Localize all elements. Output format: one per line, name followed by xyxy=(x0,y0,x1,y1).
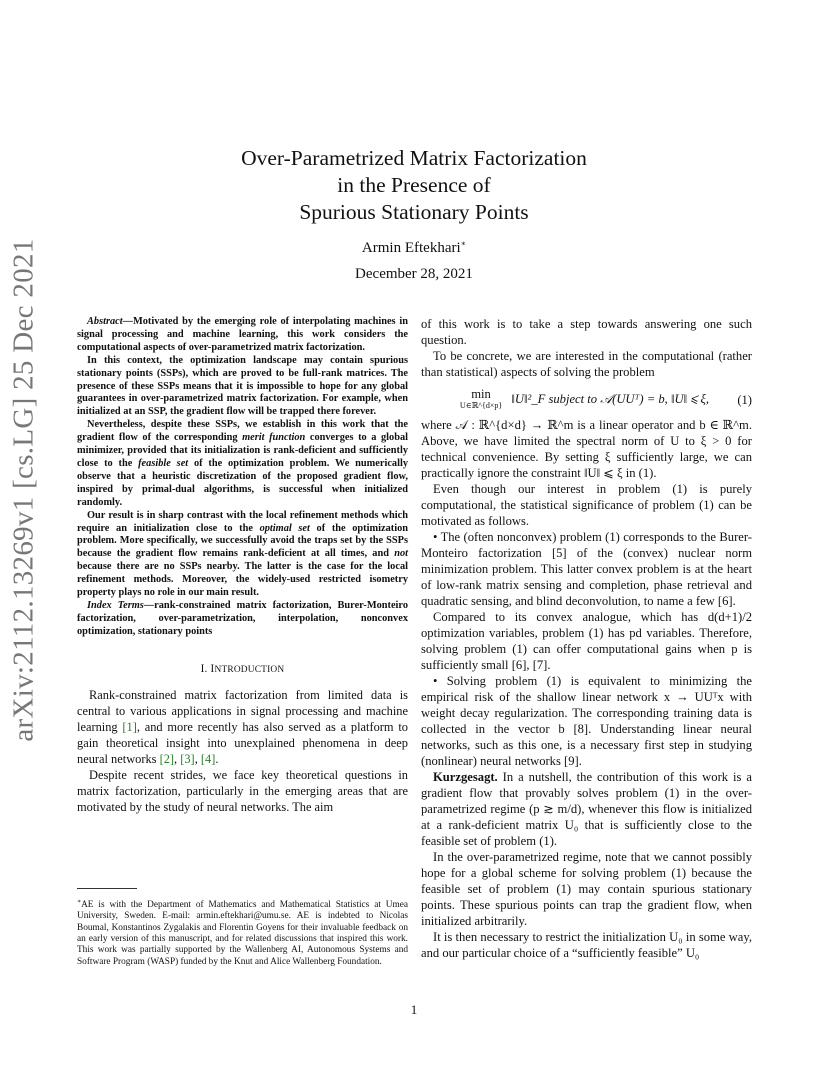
footnote xyxy=(77,897,408,968)
abstract-p1: —Motivated by the emerging role of interpolating machines in signal processing and machine learning, this work considers the computational aspects of over-parametrized matrix factorization. xyxy=(77,316,408,353)
bullet-burer-monteiro: • The (often nonconvex) problem (1) corresponds to the Burer-Monteiro factorization [5] of the (convex) nuclear norm minimization problem. This latter convex problem is at the heart of low-rank matrix sensing and completion, phase retrieval and quadratic sensing, and blind deconvolution, to name a few [6]. xyxy=(421,529,752,609)
title-line-2: in the Presence of xyxy=(337,173,491,197)
abstract-p3: Nevertheless, despite these SSPs, we establish in this work that the gradient flow of the corresponding merit function converges to a global minimizer, provided that its initialization is rank-deficient and sufficiently close to the feasible set of the optimization problem. We numerically observe that a heuristic discretization of the proposed gradient flow, inspired by primal-dual algorithms, is successful when initialized randomly. xyxy=(77,419,408,508)
left-column xyxy=(77,316,408,816)
keyword-not: not xyxy=(394,548,408,560)
citation-link[interactable]: [4] xyxy=(200,752,216,767)
right-paragraph-4: Even though our interest in problem (1) is purely computational, the statistical significance of problem (1) can be motivated as follows. xyxy=(421,482,752,528)
right-column xyxy=(421,316,752,961)
author-footnote-mark: ∗ xyxy=(460,239,467,248)
equation-min-operator: min U∈ℝ^{d×p} xyxy=(459,387,503,410)
footnote-mark: ∗ xyxy=(77,899,82,905)
right-paragraph-10: It is then necessary to restrict the initialization U₀ in some way, and our particular choice of a “sufficiently feasible” U₀ xyxy=(421,930,752,960)
footnote-text: AE is with the Department of Mathematics and Mathematical Statistics at Umea University, Sweden. E-mail: armin.eftekhari@umu.se. AE is indebted to Nicolas Boumal, Konstantinos Zygalakis and Florentin Goyens for their invaluable feedback on an early version of this manuscript, and for related discussions that inspired this work. This work was partially supported by the Wallenberg AI, Autonomous Systems and Software Program (WASP) funded by the Knut and Alice Wallenberg Foundation. xyxy=(77,900,408,967)
intro-paragraph-2: Despite recent strides, we face key theoretical questions in matrix factorization, particularly in the emerging areas that are motivated by the study of neural networks. The aim xyxy=(77,768,408,815)
page-number: 1 xyxy=(410,1002,418,1017)
paper-title xyxy=(0,145,828,226)
author-name: Armin Eftekhari xyxy=(361,240,461,256)
abstract xyxy=(77,316,408,639)
abstract-p2: In this context, the optimization landscape may contain spurious stationary points (SSPs), which are proved to be full-rank matrices. The presence of these SSPs means that it is impossible to hope for any global guarantees in over-parametrized matrix factorization. For example, when initialized at an SSP, the gradient flow will be trapped there forever. xyxy=(77,354,408,418)
section-heading-introduction: I. INTRODUCTION xyxy=(200,662,285,675)
title-line-3: Spurious Stationary Points xyxy=(299,200,529,224)
index-terms-label: Index Terms xyxy=(87,599,144,611)
right-paragraph-2: To be concrete, we are interested in the computational (rather than statistical) aspects of solving the problem xyxy=(421,349,752,379)
title-line-1: Over-Parametrized Matrix Factorization xyxy=(241,146,587,170)
equation-1 xyxy=(421,389,752,411)
introduction-body xyxy=(77,687,408,816)
equation-min-subscript: U∈ℝ^{d×p} xyxy=(459,401,503,410)
equation-body: ‖U‖²_F subject to 𝒜(UUᵀ) = b, ‖U‖ ⩽ ξ, xyxy=(511,391,710,406)
right-paragraph-6: Compared to its convex analogue, which has d(d+1)/2 optimization variables, problem (1) has pd variables. Therefore, solving problem (1) can offer computational gains when p is sufficiently small [6], [7]. xyxy=(421,610,752,672)
citation-link[interactable]: [2] xyxy=(159,752,175,767)
keyword-optimal-set: optimal set xyxy=(259,522,310,534)
keyword-feasible-set: feasible set xyxy=(138,457,189,469)
citation-link[interactable]: [3] xyxy=(180,752,195,767)
abstract-label: Abstract xyxy=(87,316,123,327)
right-paragraph-3: where 𝒜 : ℝ^{d×d} → ℝ^m is a linear operator and b ∈ ℝ^m. Above, we have limited the spectral norm of U to ξ > 0 for technical convenience. By setting ξ sufficiently large, we can practically ignore the constraint ‖U‖ ⩽ ξ in (1). xyxy=(421,418,752,480)
author-line xyxy=(0,239,828,257)
arxiv-sidebar-stamp xyxy=(2,238,46,742)
kurzgesagt-label: Kurzgesagt. xyxy=(433,770,498,784)
kurzgesagt-paragraph: Kurzgesagt. In a nutshell, the contribution of this work is a gradient flow that provably solves problem (1) in the over-parametrized regime (p ≳ m/d), whenever this flow is initialized at a rank-deficient matrix U₀ that is sufficiently close to the feasible set of problem (1). xyxy=(421,770,752,848)
index-terms: Index Terms—rank-constrained matrix factorization, Burer-Monteiro factorization, over-parametrization, interpolation, nonconvex optimization, stationary points xyxy=(77,599,408,637)
right-paragraph-1: of this work is to take a step towards answering one such question. xyxy=(421,317,752,347)
citation-link[interactable]: [1] xyxy=(122,719,137,734)
bullet-linear-network: • Solving problem (1) is equivalent to minimizing the empirical risk of the shallow linear network x → UUᵀx with weight decay regularization. The corresponding training data is collected in the vector b [8]. Understanding linear neural networks, such as this one, is a necessary first step in studying (nonlinear) neural networks [9]. xyxy=(421,673,752,769)
right-paragraph-9: In the over-parametrized regime, note that we cannot possibly hope for a global scheme for solving problem (1) because the feasible set of problem (1) may contain spurious stationary points. These spurious points can trap the gradient flow, when initialized arbitrarily. xyxy=(421,850,752,928)
equation-number: (1) xyxy=(737,393,752,407)
keyword-merit-function: merit function xyxy=(242,432,306,444)
arxiv-id: arXiv:2112.13269v1 [cs.LG] 25 Dec 2021 xyxy=(7,238,40,742)
intro-paragraph-1: Rank-constrained matrix factorization from limited data is central to various applications in signal processing and machine learning [1], and more recently has also served as a platform to gain theoretical insight into unexplained phenomena in deep neural networks [2], [3], [4]. xyxy=(77,687,408,767)
paper-date: December 28, 2021 xyxy=(355,266,473,282)
abstract-p4: Our result is in sharp contrast with the local refinement methods which require an initialization close to the optimal set of the optimization problem. More specifically, we successfully avoid the traps set by the SSPs because the gradient flow remains rank-deficient at all times, and not because there are no SSPs nearby. The latter is the case for the local refinement methods. Moreover, the widely-used restricted isometry property plays no role in our main result. xyxy=(77,509,408,599)
